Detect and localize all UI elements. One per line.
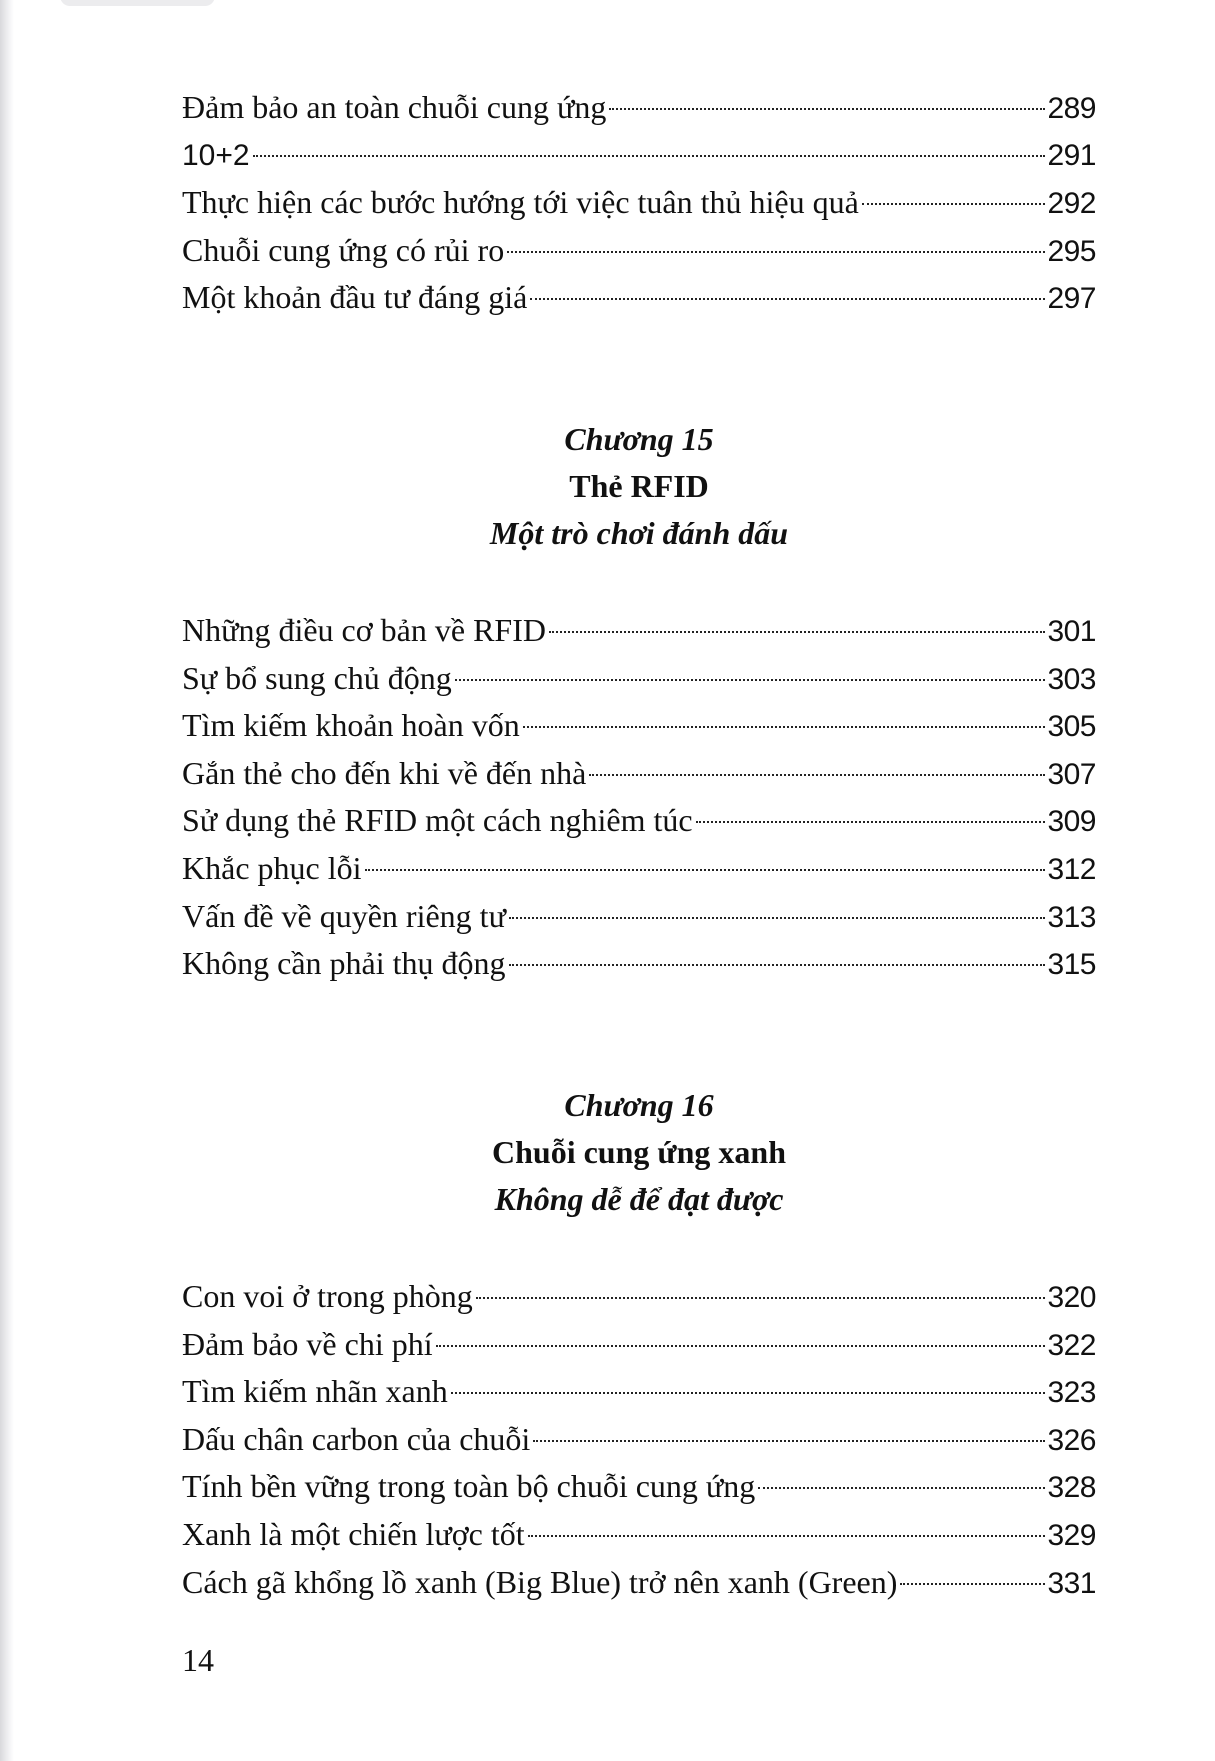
dot-leader: [696, 821, 1046, 823]
toc-entry-page: 326: [1047, 1423, 1096, 1457]
toc-section-chapter-14: [182, 84, 1096, 322]
dot-leader: [509, 917, 1046, 919]
toc-entry-page: 307: [1047, 757, 1096, 791]
toc-entry-title: Sự bổ sung chủ động: [182, 659, 452, 696]
dot-leader: [862, 203, 1046, 205]
toc-entry[interactable]: [182, 750, 1096, 798]
page-number: 14: [182, 1642, 214, 1678]
toc-entry[interactable]: [182, 84, 1096, 132]
toc-entry[interactable]: [182, 893, 1096, 941]
toc-entry-title: Tìm kiếm khoản hoàn vốn: [182, 707, 520, 744]
toc-entry-title: Tính bền vững trong toàn bộ chuỗi cung ứng: [182, 1468, 756, 1505]
toc-entry[interactable]: [182, 227, 1096, 275]
toc-entry-title: 10+2: [182, 138, 250, 172]
toc-entry-page: 292: [1047, 187, 1096, 221]
chapter-title: Thẻ RFID: [569, 468, 709, 504]
toc-entry-title: Một khoản đầu tư đáng giá: [182, 279, 528, 316]
chapter-label: Chương 16: [564, 1087, 714, 1123]
toc-section-chapter-15: [182, 607, 1096, 988]
dot-leader: [436, 1345, 1046, 1347]
toc-entry-title: Khắc phục lỗi: [182, 849, 362, 886]
toc-entry-page: 309: [1047, 805, 1096, 839]
toc-entry-title: Vấn đề về quyền riêng tư: [182, 897, 506, 934]
toc-entry[interactable]: [182, 1416, 1096, 1464]
dot-leader: [523, 726, 1046, 728]
chapter-title: Chuỗi cung ứng xanh: [492, 1134, 786, 1170]
toc-entry-page: 331: [1047, 1566, 1096, 1600]
toc-entry-page: 320: [1047, 1281, 1096, 1314]
dot-leader: [528, 1535, 1046, 1537]
dot-leader: [253, 155, 1046, 157]
dot-leader: [530, 298, 1045, 300]
dot-leader: [476, 1297, 1046, 1299]
toc-entry-title: Chuỗi cung ứng có rủi ro: [182, 231, 505, 268]
chapter-15-heading: [182, 416, 1096, 557]
toc-entry[interactable]: [182, 274, 1096, 322]
toc-entry-page: 305: [1047, 710, 1096, 744]
dot-leader: [549, 631, 1045, 633]
toc-entry-title: Sử dụng thẻ RFID một cách nghiêm túc: [182, 802, 693, 839]
dot-leader: [507, 251, 1045, 253]
toc-entry[interactable]: [182, 940, 1096, 988]
toc-entry-page: 291: [1047, 138, 1096, 172]
toc-section-chapter-16: [182, 1273, 1096, 1606]
chapter-subtitle: Một trò chơi đánh dấu: [489, 515, 789, 551]
toc-entry[interactable]: [182, 655, 1096, 703]
toc-entry-page: 295: [1047, 234, 1096, 268]
toc-entry[interactable]: [182, 845, 1096, 893]
toc-entry-title: Cách gã khổng lồ xanh (Big Blue) trở nên xanh (Green): [182, 1563, 898, 1600]
dot-leader: [365, 869, 1046, 871]
chapter-label: Chương 15: [564, 421, 714, 457]
dot-leader: [758, 1487, 1045, 1489]
toc-entry-title: Những điều cơ bản về RFID: [182, 612, 546, 648]
page-edge-shadow: [0, 0, 14, 1761]
toc-entry[interactable]: [182, 1368, 1096, 1416]
toc-entry-title: Tìm kiếm nhãn xanh: [182, 1373, 448, 1410]
toc-entry-page: 301: [1047, 615, 1096, 648]
toc-entry-title: Con voi ở trong phòng: [182, 1278, 473, 1314]
toc-entry-title: Đảm bảo về chi phí: [182, 1325, 433, 1362]
toc-entry[interactable]: [182, 132, 1096, 180]
toc-entry[interactable]: [182, 607, 1096, 655]
toc-entry-page: 303: [1047, 662, 1096, 696]
dot-leader: [589, 774, 1045, 776]
toc-entry[interactable]: [182, 797, 1096, 845]
toc-entry-page: 313: [1047, 900, 1096, 934]
toc-entry-page: 322: [1047, 1328, 1096, 1362]
toc-entry-page: 323: [1047, 1376, 1096, 1410]
toc-entry-page: 315: [1047, 948, 1096, 982]
toc-entry-title: Xanh là một chiến lược tốt: [182, 1515, 525, 1552]
toc-entry-page: 329: [1047, 1518, 1096, 1552]
chapter-subtitle: Không dễ để đạt được: [494, 1181, 784, 1217]
dot-leader: [509, 964, 1046, 966]
toc-entry-page: 289: [1047, 92, 1096, 125]
dot-leader: [455, 679, 1046, 681]
toc-entry[interactable]: [182, 1511, 1096, 1559]
toc-entry[interactable]: [182, 179, 1096, 227]
toc-entry-title: Gắn thẻ cho đến khi về đến nhà: [182, 754, 587, 791]
dot-leader: [451, 1392, 1046, 1394]
toc-entry-title: Dấu chân carbon của chuỗi: [182, 1420, 531, 1457]
dot-leader: [533, 1440, 1045, 1442]
toc-entry-title: Đảm bảo an toàn chuỗi cung ứng: [182, 89, 607, 125]
toc-entry-page: 297: [1047, 282, 1096, 316]
toc-entry-page: 312: [1047, 852, 1096, 886]
chapter-16-heading: [182, 1082, 1096, 1223]
toc-entry-page: 328: [1047, 1471, 1096, 1505]
toc-entry[interactable]: [182, 1321, 1096, 1369]
dot-leader: [900, 1583, 1045, 1585]
dot-leader: [609, 108, 1045, 110]
toc-entry[interactable]: [182, 1273, 1096, 1321]
toc-entry-title: Thực hiện các bước hướng tới việc tuân thủ hiệu quả: [182, 184, 859, 221]
window-tab: [60, 0, 215, 6]
toc-entry-title: Không cần phải thụ động: [182, 945, 506, 982]
toc-entry[interactable]: [182, 1463, 1096, 1511]
toc-entry[interactable]: [182, 702, 1096, 750]
toc-entry[interactable]: [182, 1559, 1096, 1607]
